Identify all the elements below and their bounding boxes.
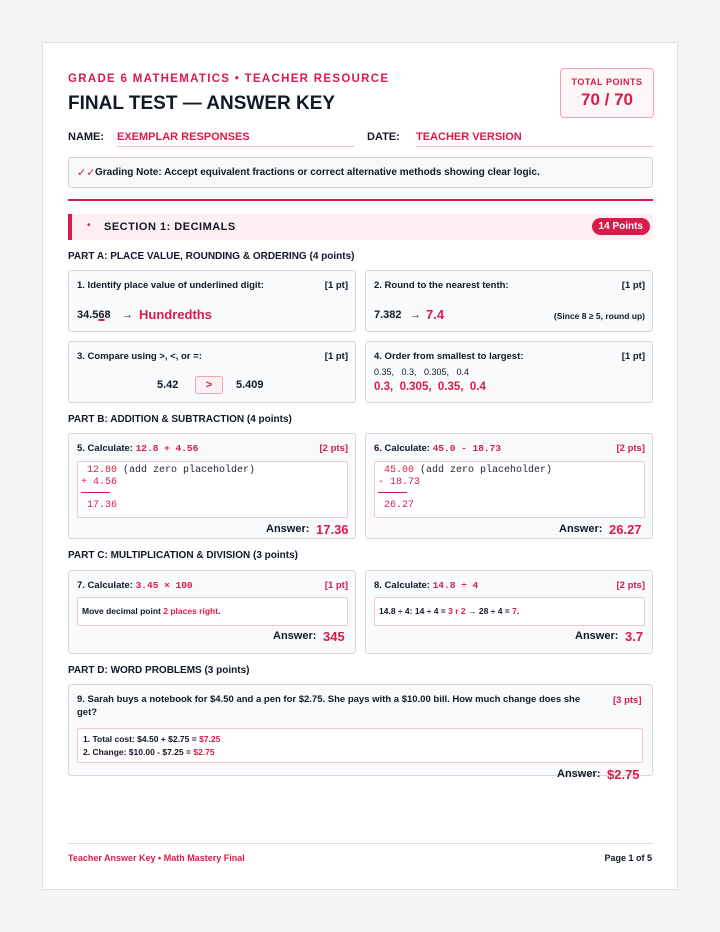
question-5-points: [2 pts] bbox=[319, 443, 348, 454]
question-1-card bbox=[68, 270, 356, 332]
question-6-title: 6. Calculate: bbox=[374, 443, 430, 454]
question-9-work bbox=[77, 728, 643, 763]
question-7-title-row bbox=[77, 580, 193, 591]
question-2-answer: 7.4 bbox=[426, 307, 445, 322]
section-title: SECTION 1: DECIMALS bbox=[104, 221, 236, 233]
work-text-highlight-2: 7 bbox=[512, 606, 517, 616]
question-1-number bbox=[77, 309, 111, 321]
work-line-1-note: (add zero placeholder) bbox=[123, 465, 256, 476]
work-text-highlight: 2 places right bbox=[163, 606, 219, 616]
page-number: Page 1 of 5 bbox=[604, 853, 652, 863]
work-text-pre: 14.8 ÷ 4: 14 ÷ 4 = bbox=[379, 606, 446, 616]
question-1-answer: Hundredths bbox=[139, 307, 212, 322]
question-5-title: 5. Calculate: bbox=[77, 443, 133, 454]
question-4-title: 4. Order from smallest to largest: bbox=[374, 351, 524, 362]
underlined-digit: 6 bbox=[98, 309, 105, 321]
work-step-1-highlight: $7.25 bbox=[199, 734, 221, 744]
question-4-card bbox=[365, 341, 653, 403]
total-points-box bbox=[560, 68, 654, 118]
question-3-card bbox=[68, 341, 356, 403]
question-5-expression: 12.8 + 4.56 bbox=[135, 443, 199, 454]
work-text bbox=[82, 606, 220, 616]
question-2-number: 7.382 bbox=[374, 309, 402, 321]
work-line-1 bbox=[384, 465, 552, 476]
work-result: 26.27 bbox=[384, 500, 415, 511]
total-points-value: 70 / 70 bbox=[581, 90, 633, 109]
work-text-post: . bbox=[516, 606, 520, 616]
date-value: TEACHER VERSION bbox=[416, 131, 653, 147]
question-6-work bbox=[374, 461, 645, 518]
question-8-answer: 3.7 bbox=[625, 629, 644, 644]
question-8-expression: 14.8 ÷ 4 bbox=[432, 580, 479, 591]
number-suffix: 8 bbox=[104, 309, 111, 321]
question-8-answer-label: Answer: bbox=[575, 630, 619, 642]
question-9-title: 9. Sarah buys a notebook for $4.50 and a pen for $2.75. She pays with a $10.00 bill. How much change does she get? bbox=[77, 694, 581, 718]
question-8-title-row bbox=[374, 580, 478, 591]
work-divider bbox=[378, 492, 407, 493]
question-1-title: 1. Identify place value of underlined digit: bbox=[77, 280, 264, 291]
work-line-1-value: 45.00 bbox=[384, 465, 415, 476]
arrow-icon: → bbox=[410, 309, 421, 321]
comparison-symbol: > bbox=[195, 376, 223, 394]
question-9-card bbox=[68, 684, 653, 782]
work-step-2-text: 2. Change: $10.00 - $7.25 = bbox=[83, 747, 191, 757]
section-header bbox=[68, 214, 653, 240]
work-text bbox=[379, 606, 519, 616]
footer-title: Teacher Answer Key • Math Mastery Final bbox=[68, 853, 245, 863]
question-9-points: [3 pts] bbox=[613, 695, 642, 706]
question-4-answer: 0.3, 0.305, 0.35, 0.4 bbox=[374, 381, 486, 393]
question-5-title-row bbox=[77, 443, 198, 454]
question-3-points: [1 pt] bbox=[324, 351, 348, 362]
question-4-points: [1 pt] bbox=[621, 351, 645, 362]
question-6-expression: 45.0 - 18.73 bbox=[432, 443, 502, 454]
work-step-2 bbox=[83, 747, 215, 757]
work-text-post: . bbox=[218, 606, 221, 616]
question-3-title: 3. Compare using >, <, or =: bbox=[77, 351, 202, 362]
question-7-expression: 3.45 × 100 bbox=[135, 580, 193, 591]
question-2-card bbox=[365, 270, 653, 332]
work-text-mid: → 28 ÷ 4 = bbox=[468, 606, 510, 616]
arrow-icon: → bbox=[122, 309, 133, 321]
grading-note-text: Grading Note: Accept equivalent fractions or correct alternative methods showing clear logic. bbox=[95, 167, 540, 178]
double-check-icon: ✓✓ bbox=[77, 167, 96, 179]
question-9-answer: $2.75 bbox=[607, 767, 640, 782]
name-label: NAME: bbox=[68, 131, 105, 143]
answer-key-page bbox=[42, 42, 678, 890]
work-line-2: - 18.73 bbox=[378, 477, 421, 488]
work-line-1 bbox=[87, 465, 255, 476]
work-divider bbox=[81, 492, 110, 493]
work-text-highlight-1: 3 r 2 bbox=[448, 606, 466, 616]
question-8-points: [2 pts] bbox=[616, 580, 645, 591]
grading-note bbox=[68, 157, 653, 188]
part-b-heading: PART B: ADDITION & SUBTRACTION (4 points) bbox=[68, 414, 292, 425]
question-6-answer: 26.27 bbox=[609, 522, 642, 537]
total-points-label: TOTAL POINTS bbox=[571, 77, 643, 87]
question-5-answer-label: Answer: bbox=[266, 523, 310, 535]
work-step-1-text: 1. Total cost: $4.50 + $2.75 = bbox=[83, 734, 197, 744]
work-line-1-value: 12.80 bbox=[87, 465, 118, 476]
question-7-points: [1 pt] bbox=[324, 580, 348, 591]
question-2-note: (Since 8 ≥ 5, round up) bbox=[553, 311, 645, 321]
work-result: 17.36 bbox=[87, 500, 118, 511]
work-step-1 bbox=[83, 734, 220, 744]
question-2-points: [1 pt] bbox=[621, 280, 645, 291]
compare-right-value: 5.409 bbox=[236, 379, 264, 391]
question-5-answer: 17.36 bbox=[316, 522, 349, 537]
work-line-2: + 4.56 bbox=[81, 477, 118, 488]
page-title: FINAL TEST — ANSWER KEY bbox=[68, 93, 336, 114]
question-8-card bbox=[365, 570, 653, 654]
question-1-points: [1 pt] bbox=[324, 280, 348, 291]
question-2-title: 2. Round to the nearest tenth: bbox=[374, 280, 509, 291]
question-7-title: 7. Calculate: bbox=[77, 580, 133, 591]
compare-left-value: 5.42 bbox=[157, 379, 179, 391]
question-7-answer-label: Answer: bbox=[273, 630, 317, 642]
question-9-answer-label: Answer: bbox=[557, 768, 601, 780]
section-bullet-icon: • bbox=[87, 220, 91, 231]
section-points-badge: 14 Points bbox=[592, 218, 650, 235]
work-step-2-highlight: $2.75 bbox=[193, 747, 215, 757]
question-7-work bbox=[77, 597, 348, 626]
date-label: DATE: bbox=[367, 131, 400, 143]
question-5-work bbox=[77, 461, 348, 518]
work-text-pre: Move decimal point bbox=[82, 606, 161, 616]
number-prefix: 34.5 bbox=[77, 309, 99, 321]
question-6-answer-label: Answer: bbox=[559, 523, 603, 535]
part-d-heading: PART D: WORD PROBLEMS (3 points) bbox=[68, 665, 250, 676]
footer-divider bbox=[68, 843, 653, 844]
part-a-heading: PART A: PLACE VALUE, ROUNDING & ORDERING (4 points) bbox=[68, 251, 355, 262]
resource-subtitle: GRADE 6 MATHEMATICS • TEACHER RESOURCE bbox=[68, 73, 390, 85]
question-8-title: 8. Calculate: bbox=[374, 580, 430, 591]
name-value: EXEMPLAR RESPONSES bbox=[117, 131, 354, 147]
question-6-card bbox=[365, 433, 653, 539]
question-7-answer: 345 bbox=[323, 629, 345, 644]
question-4-given: 0.35, 0.3, 0.305, 0.4 bbox=[374, 367, 470, 377]
question-7-card bbox=[68, 570, 356, 654]
header-divider bbox=[68, 199, 653, 201]
question-6-points: [2 pts] bbox=[616, 443, 645, 454]
question-6-title-row bbox=[374, 443, 501, 454]
work-line-1-note: (add zero placeholder) bbox=[420, 465, 553, 476]
part-c-heading: PART C: MULTIPLICATION & DIVISION (3 points) bbox=[68, 550, 298, 561]
question-5-card bbox=[68, 433, 356, 539]
question-8-work bbox=[374, 597, 645, 626]
